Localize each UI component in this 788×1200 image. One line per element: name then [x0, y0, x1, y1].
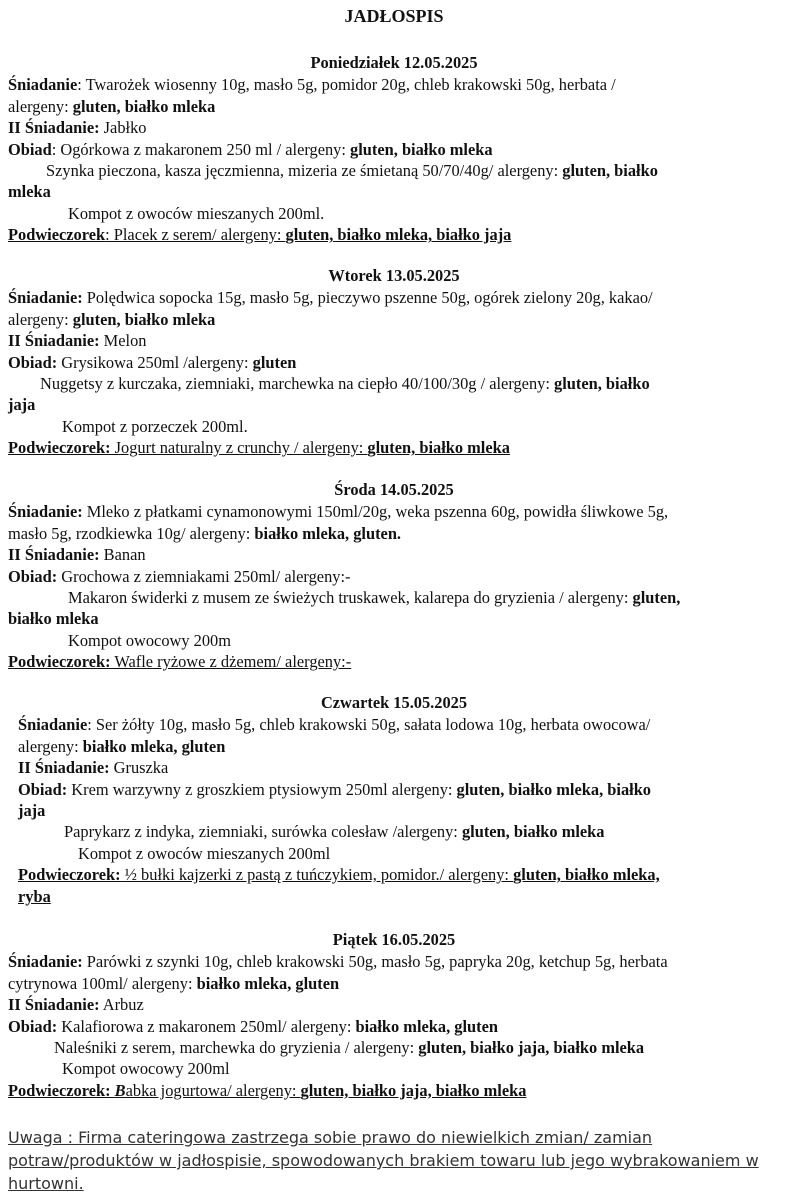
breakfast-allergens: białko mleka, gluten.	[254, 523, 402, 543]
snack-line	[8, 437, 780, 458]
snack-line	[8, 651, 780, 672]
breakfast-text-2: alergeny:	[8, 96, 73, 116]
breakfast-line-2	[8, 523, 780, 544]
snack-text: Jogurt naturalny z crunchy / alergeny:	[110, 438, 368, 458]
breakfast-line-2	[8, 309, 780, 330]
lunch-label: Obiad	[8, 139, 52, 159]
second-breakfast-text: Banan	[99, 545, 146, 565]
lunch-text: Kalafiorowa z makaronem 250ml/ alergeny:	[57, 1016, 356, 1036]
second-breakfast-line	[8, 330, 780, 351]
snack-allergens: gluten, białko mleka,	[513, 865, 660, 885]
second-breakfast-label: II Śniadanie:	[8, 995, 100, 1015]
breakfast-text-2: masło 5g, rzodkiewka 10g/ alergeny:	[8, 523, 255, 543]
lunch-allergens-2: jaja	[18, 801, 46, 821]
day-wednesday	[8, 479, 780, 673]
main-course-allergens-2: mleka	[8, 182, 51, 202]
main-course-allergens: gluten,	[632, 588, 681, 608]
main-course-text: Szynka pieczona, kasza jęczmienna, mizeria ze śmietaną 50/70/40g/ alergeny:	[46, 161, 563, 181]
snack-text: ½ bułki kajzerki z pastą z tuńczykiem, pomidor./ alergeny:	[120, 865, 514, 885]
second-breakfast-label: II Śniadanie:	[8, 331, 100, 351]
breakfast-label: Śniadanie	[18, 715, 88, 735]
breakfast-allergens: gluten, białko mleka	[72, 309, 216, 329]
snack-allergens: gluten, białko mleka, białko jaja	[285, 225, 512, 245]
lunch-label: Obiad:	[8, 1016, 58, 1036]
day-monday	[8, 52, 780, 246]
day-tuesday	[8, 265, 780, 459]
main-course-line	[8, 587, 780, 608]
main-course-allergens-2: jaja	[8, 395, 36, 415]
main-course-line	[8, 1037, 780, 1058]
second-breakfast-line	[8, 994, 780, 1015]
breakfast-allergens: gluten, białko mleka	[72, 96, 216, 116]
snack-text: Wafle ryżowe z dżemem/ alergeny:-	[110, 652, 352, 672]
disclaimer-note	[8, 1126, 780, 1195]
lunch-allergens: gluten, białko mleka, białko	[456, 779, 652, 799]
breakfast-text-2: cytrynowa 100ml/ alergeny:	[8, 973, 197, 993]
compote-line: Kompot z porzeczek 200ml.	[62, 416, 248, 436]
main-course-text: Paprykarz z indyka, ziemniaki, surówka colesław /alergeny:	[64, 822, 462, 842]
breakfast-text: Polędwica sopocka 15g, masło 5g, pieczywo pszenne 50g, ogórek zielony 20g, kakao/	[82, 288, 653, 308]
lunch-line	[8, 566, 780, 587]
day-thursday	[8, 692, 780, 907]
main-course-allergens: gluten, białko jaja, białko mleka	[418, 1038, 645, 1058]
main-course-allergens: gluten, białko	[554, 374, 650, 394]
snack-text-initial: B	[114, 1080, 126, 1100]
breakfast-text: : Twarożek wiosenny 10g, masło 5g, pomidor 20g, chleb krakowski 50g, herbata /	[77, 75, 616, 95]
main-course-allergens: gluten, białko	[562, 161, 658, 181]
breakfast-line	[8, 951, 780, 972]
snack-label: Podwieczorek:	[8, 652, 111, 672]
lunch-allergens: gluten	[252, 352, 297, 372]
second-breakfast-text: Arbuz	[99, 995, 144, 1015]
main-course-line	[8, 160, 780, 181]
breakfast-line-2	[8, 973, 780, 994]
breakfast-allergens: białko mleka, gluten	[82, 736, 226, 756]
main-course-line	[8, 373, 780, 394]
second-breakfast-line	[18, 757, 780, 778]
thursday-body	[8, 714, 780, 907]
compote-line: Kompot z owoców mieszanych 200ml.	[68, 203, 325, 223]
compote-line: Kompot owocowy 200m	[68, 630, 231, 650]
main-course-text: Makaron świderki z musem ze świeżych truskawek, kalarepa do gryzienia / alergeny:	[68, 588, 633, 608]
note-line-2: potraw/produktów w jadłospisie, spowodowanych brakiem towaru lub jego wybrakowaniem w	[8, 1151, 759, 1170]
snack-label: Podwieczorek:	[18, 865, 121, 885]
second-breakfast-text: Melon	[99, 331, 147, 351]
day-heading: Piątek 16.05.2025	[332, 930, 456, 949]
lunch-line	[18, 779, 780, 800]
day-heading: Wtorek 13.05.2025	[328, 266, 460, 285]
snack-allergens: gluten, białko jaja, białko mleka	[300, 1080, 527, 1100]
breakfast-line-2	[18, 736, 780, 757]
compote-line: Kompot z owoców mieszanych 200ml	[78, 843, 331, 863]
snack-allergens-2: ryba	[18, 886, 51, 906]
snack-label: Podwieczorek	[8, 225, 106, 245]
lunch-text: Grysikowa 250ml /alergeny:	[57, 352, 253, 372]
lunch-label: Obiad:	[8, 352, 58, 372]
breakfast-line	[8, 501, 780, 522]
breakfast-label: Śniadanie:	[8, 288, 83, 308]
day-heading: Środa 14.05.2025	[334, 480, 454, 499]
second-breakfast-line	[8, 544, 780, 565]
second-breakfast-label: II Śniadanie:	[18, 758, 110, 778]
lunch-text: : Ogórkowa z makaronem 250 ml / alergeny:	[51, 139, 351, 159]
main-course-text: Nuggetsy z kurczaka, ziemniaki, marchewka na ciepło 40/100/30g / alergeny:	[40, 374, 554, 394]
breakfast-allergens: białko mleka, gluten	[196, 973, 340, 993]
main-course-allergens: gluten, białko mleka	[461, 822, 605, 842]
breakfast-line	[18, 714, 780, 735]
snack-line	[18, 864, 780, 885]
breakfast-label: Śniadanie:	[8, 952, 83, 972]
lunch-line	[8, 1016, 780, 1037]
breakfast-text: Mleko z płatkami cynamonowymi 150ml/20g, weka pszenna 60g, powidła śliwkowe 5g,	[82, 502, 669, 522]
main-course-text: Naleśniki z serem, marchewka do gryzienia / alergeny:	[54, 1038, 419, 1058]
main-course-line	[18, 821, 780, 842]
snack-line	[8, 1080, 780, 1101]
second-breakfast-label: II Śniadanie:	[8, 118, 100, 138]
day-friday	[8, 929, 780, 1101]
breakfast-text-2: alergeny:	[8, 309, 73, 329]
breakfast-label: Śniadanie:	[8, 502, 83, 522]
lunch-allergens: gluten, białko mleka	[350, 139, 493, 159]
lunch-line	[8, 139, 780, 160]
breakfast-text: : Ser żółty 10g, masło 5g, chleb krakowski 50g, sałata lodowa 10g, herbata owocowa/	[87, 715, 651, 735]
lunch-line	[8, 352, 780, 373]
lunch-text: Krem warzywny z groszkiem ptysiowym 250ml alergeny:	[67, 779, 457, 799]
second-breakfast-text: Gruszka	[109, 758, 169, 778]
note-line-1: Uwaga : Firma cateringowa zastrzega sobie prawo do niewielkich zmian/ zamian	[8, 1128, 653, 1147]
second-breakfast-text: Jabłko	[99, 118, 147, 138]
breakfast-label: Śniadanie	[8, 75, 78, 95]
breakfast-line	[8, 74, 780, 95]
breakfast-line-2	[8, 96, 780, 117]
snack-label: Podwieczorek:	[8, 1080, 111, 1100]
breakfast-line	[8, 287, 780, 308]
snack-text: : Placek z serem/ alergeny:	[105, 225, 286, 245]
page-title: JADŁOSPIS	[344, 6, 444, 26]
lunch-label: Obiad:	[18, 779, 68, 799]
second-breakfast-line	[8, 117, 780, 138]
breakfast-text-2: alergeny:	[18, 736, 83, 756]
snack-allergens: gluten, białko mleka	[367, 438, 510, 458]
day-heading: Poniedziałek 12.05.2025	[310, 53, 478, 72]
lunch-text: Grochowa z ziemniakami 250ml/ alergeny:-	[57, 566, 351, 586]
day-heading: Czwartek 15.05.2025	[320, 693, 468, 712]
snack-text: abka jogurtowa/ alergeny:	[125, 1080, 301, 1100]
note-line-3: hurtowni.	[8, 1174, 84, 1193]
main-course-allergens-2: białko mleka	[8, 609, 99, 629]
lunch-allergens: białko mleka, gluten	[355, 1016, 498, 1036]
breakfast-text: Parówki z szynki 10g, chleb krakowski 50g, masło 5g, papryka 20g, ketchup 5g, herbata	[82, 952, 668, 972]
compote-line: Kompot owocowy 200ml	[62, 1059, 230, 1079]
snack-line	[8, 224, 780, 245]
second-breakfast-label: II Śniadanie:	[8, 545, 100, 565]
lunch-label: Obiad:	[8, 566, 58, 586]
snack-label: Podwieczorek:	[8, 438, 111, 458]
